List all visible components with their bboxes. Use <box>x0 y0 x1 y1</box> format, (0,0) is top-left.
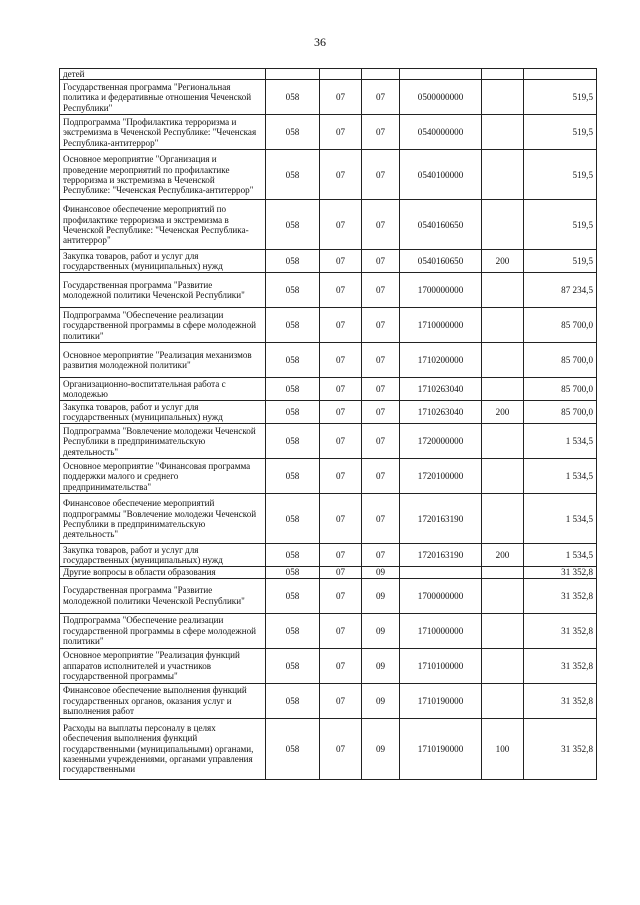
row-code-cell: 058 <box>266 578 320 613</box>
row-name-cell: Финансовое обеспечение мероприятий по профилактике терроризма и экстремизма в Чеченской Республике: "Чеченская Республика-антитеррор" <box>60 200 266 250</box>
row-target-cell: 0540100000 <box>400 150 482 200</box>
row-type-cell <box>482 424 524 459</box>
row-code-cell: 058 <box>266 718 320 779</box>
row-section-cell: 07 <box>320 378 362 401</box>
row-type-cell <box>482 115 524 150</box>
row-section-cell: 07 <box>320 308 362 343</box>
row-subsection-cell: 09 <box>362 567 400 578</box>
row-type-cell: 200 <box>482 250 524 273</box>
table-row <box>60 150 597 200</box>
row-name-cell: Финансовое обеспечение мероприятий подпрограммы "Вовлечение молодежи Чеченской Республики в предпринимательскую деятельность" <box>60 494 266 544</box>
table-row <box>60 80 597 115</box>
row-code-cell: 058 <box>266 567 320 578</box>
table-row <box>60 567 597 578</box>
row-name-cell: Подпрограмма "Обеспечение реализации государственной программы в сфере молодежной политики" <box>60 613 266 648</box>
row-amount-cell: 85 700,0 <box>524 343 597 378</box>
row-target-cell: 0500000000 <box>400 80 482 115</box>
table-row <box>60 613 597 648</box>
table-row <box>60 115 597 150</box>
row-section-cell: 07 <box>320 150 362 200</box>
row-section-cell: 07 <box>320 343 362 378</box>
row-code-cell: 058 <box>266 273 320 308</box>
row-subsection-cell: 07 <box>362 115 400 150</box>
row-type-cell: 200 <box>482 401 524 424</box>
row-type-cell <box>482 273 524 308</box>
row-type-cell <box>482 613 524 648</box>
row-amount-cell: 87 234,5 <box>524 273 597 308</box>
row-section-cell: 07 <box>320 718 362 779</box>
row-subsection-cell: 07 <box>362 150 400 200</box>
row-section-cell: 07 <box>320 459 362 494</box>
row-subsection-cell: 07 <box>362 401 400 424</box>
row-code-cell: 058 <box>266 308 320 343</box>
row-name-cell: Организационно-воспитательная работа с молодежью <box>60 378 266 401</box>
row-target-cell: 1710190000 <box>400 718 482 779</box>
row-target-cell: 1710200000 <box>400 343 482 378</box>
row-name-cell: Основное мероприятие "Реализация функций аппаратов исполнителей и участников государственной программы" <box>60 648 266 683</box>
row-section-cell: 07 <box>320 250 362 273</box>
row-subsection-cell: 09 <box>362 613 400 648</box>
row-amount-cell: 85 700,0 <box>524 308 597 343</box>
row-type-cell <box>482 648 524 683</box>
row-section-cell <box>320 69 362 80</box>
row-name-cell: Закупка товаров, работ и услуг для государственных (муниципальных) нужд <box>60 401 266 424</box>
row-target-cell: 1710000000 <box>400 308 482 343</box>
table-row <box>60 494 597 544</box>
page-number: 36 <box>314 35 326 49</box>
row-target-cell: 1720163190 <box>400 494 482 544</box>
row-code-cell: 058 <box>266 459 320 494</box>
row-subsection-cell: 07 <box>362 343 400 378</box>
row-code-cell: 058 <box>266 683 320 718</box>
row-target-cell: 1710190000 <box>400 683 482 718</box>
row-code-cell: 058 <box>266 378 320 401</box>
row-target-cell: 1700000000 <box>400 273 482 308</box>
row-target-cell: 1720163190 <box>400 544 482 567</box>
row-type-cell <box>482 69 524 80</box>
row-name-cell: детей <box>60 69 266 80</box>
row-name-cell: Другие вопросы в области образования <box>60 567 266 578</box>
row-amount-cell: 31 352,8 <box>524 578 597 613</box>
row-subsection-cell: 07 <box>362 378 400 401</box>
row-target-cell <box>400 69 482 80</box>
row-code-cell: 058 <box>266 250 320 273</box>
row-target-cell: 0540160650 <box>400 200 482 250</box>
row-section-cell: 07 <box>320 613 362 648</box>
row-subsection-cell: 07 <box>362 273 400 308</box>
row-type-cell: 100 <box>482 718 524 779</box>
row-amount-cell: 519,5 <box>524 150 597 200</box>
row-code-cell <box>266 69 320 80</box>
table-row <box>60 578 597 613</box>
row-name-cell: Закупка товаров, работ и услуг для государственных (муниципальных) нужд <box>60 250 266 273</box>
row-section-cell: 07 <box>320 648 362 683</box>
row-target-cell: 1700000000 <box>400 578 482 613</box>
row-target-cell: 1710100000 <box>400 648 482 683</box>
budget-table-body <box>60 69 597 780</box>
row-name-cell: Расходы на выплаты персоналу в целях обеспечения выполнения функций государственными (муниципальными) органами, казенными учреждениями, органами управления государственными <box>60 718 266 779</box>
row-amount-cell: 1 534,5 <box>524 544 597 567</box>
row-name-cell: Подпрограмма "Вовлечение молодежи Чеченской Республики в предпринимательскую деятельность" <box>60 424 266 459</box>
row-amount-cell: 1 534,5 <box>524 424 597 459</box>
table-row <box>60 69 597 80</box>
row-subsection-cell <box>362 69 400 80</box>
row-target-cell: 1720000000 <box>400 424 482 459</box>
table-row <box>60 648 597 683</box>
row-amount-cell: 85 700,0 <box>524 378 597 401</box>
table-row <box>60 308 597 343</box>
row-amount-cell: 85 700,0 <box>524 401 597 424</box>
row-section-cell: 07 <box>320 494 362 544</box>
row-amount-cell <box>524 69 597 80</box>
row-subsection-cell: 07 <box>362 424 400 459</box>
row-target-cell: 1720100000 <box>400 459 482 494</box>
row-amount-cell: 31 352,8 <box>524 613 597 648</box>
row-subsection-cell: 09 <box>362 648 400 683</box>
row-type-cell <box>482 567 524 578</box>
row-amount-cell: 519,5 <box>524 250 597 273</box>
row-type-cell <box>482 308 524 343</box>
row-code-cell: 058 <box>266 115 320 150</box>
row-name-cell: Основное мероприятие "Организация и проведение мероприятий по профилактике терроризма и экстремизма в Чеченской Республике: "Чеченская Республика-антитеррор" <box>60 150 266 200</box>
row-name-cell: Государственная программа "Развитие молодежной политики Чеченской Республики" <box>60 273 266 308</box>
row-subsection-cell: 07 <box>362 308 400 343</box>
row-section-cell: 07 <box>320 683 362 718</box>
row-code-cell: 058 <box>266 401 320 424</box>
row-type-cell <box>482 378 524 401</box>
budget-table <box>59 68 597 780</box>
row-code-cell: 058 <box>266 343 320 378</box>
row-section-cell: 07 <box>320 424 362 459</box>
row-type-cell <box>482 578 524 613</box>
row-code-cell: 058 <box>266 544 320 567</box>
row-amount-cell: 1 534,5 <box>524 494 597 544</box>
row-amount-cell: 31 352,8 <box>524 683 597 718</box>
row-type-cell <box>482 200 524 250</box>
row-section-cell: 07 <box>320 578 362 613</box>
row-amount-cell: 519,5 <box>524 80 597 115</box>
table-row <box>60 401 597 424</box>
row-type-cell <box>482 343 524 378</box>
row-subsection-cell: 07 <box>362 494 400 544</box>
row-section-cell: 07 <box>320 401 362 424</box>
table-row <box>60 378 597 401</box>
row-target-cell: 0540000000 <box>400 115 482 150</box>
row-name-cell: Подпрограмма "Профилактика терроризма и экстремизма в Чеченской Республике: "Чеченская Республика-антитеррор" <box>60 115 266 150</box>
row-target-cell: 0540160650 <box>400 250 482 273</box>
table-row <box>60 343 597 378</box>
row-subsection-cell: 07 <box>362 544 400 567</box>
row-code-cell: 058 <box>266 424 320 459</box>
row-type-cell <box>482 150 524 200</box>
row-subsection-cell: 09 <box>362 718 400 779</box>
row-type-cell <box>482 683 524 718</box>
row-target-cell <box>400 567 482 578</box>
row-target-cell: 1710263040 <box>400 401 482 424</box>
row-code-cell: 058 <box>266 150 320 200</box>
row-code-cell: 058 <box>266 648 320 683</box>
row-code-cell: 058 <box>266 494 320 544</box>
row-subsection-cell: 09 <box>362 683 400 718</box>
table-row <box>60 459 597 494</box>
row-section-cell: 07 <box>320 80 362 115</box>
row-amount-cell: 31 352,8 <box>524 567 597 578</box>
row-amount-cell: 1 534,5 <box>524 459 597 494</box>
table-row <box>60 273 597 308</box>
row-code-cell: 058 <box>266 80 320 115</box>
row-type-cell: 200 <box>482 544 524 567</box>
row-amount-cell: 31 352,8 <box>524 648 597 683</box>
row-type-cell <box>482 80 524 115</box>
row-subsection-cell: 07 <box>362 459 400 494</box>
row-type-cell <box>482 494 524 544</box>
row-code-cell: 058 <box>266 613 320 648</box>
row-section-cell: 07 <box>320 200 362 250</box>
row-name-cell: Государственная программа "Развитие молодежной политики Чеченской Республики" <box>60 578 266 613</box>
row-type-cell <box>482 459 524 494</box>
row-section-cell: 07 <box>320 115 362 150</box>
row-subsection-cell: 09 <box>362 578 400 613</box>
table-row <box>60 250 597 273</box>
row-name-cell: Подпрограмма "Обеспечение реализации государственной программы в сфере молодежной политики" <box>60 308 266 343</box>
row-subsection-cell: 07 <box>362 200 400 250</box>
table-row <box>60 683 597 718</box>
table-row <box>60 200 597 250</box>
row-name-cell: Основное мероприятие "Реализация механизмов развития молодежной политики" <box>60 343 266 378</box>
row-target-cell: 1710263040 <box>400 378 482 401</box>
row-target-cell: 1710000000 <box>400 613 482 648</box>
row-name-cell: Государственная программа "Региональная политика и федеративные отношения Чеченской Республики" <box>60 80 266 115</box>
row-amount-cell: 31 352,8 <box>524 718 597 779</box>
row-code-cell: 058 <box>266 200 320 250</box>
table-row <box>60 718 597 779</box>
row-section-cell: 07 <box>320 567 362 578</box>
row-section-cell: 07 <box>320 544 362 567</box>
row-amount-cell: 519,5 <box>524 115 597 150</box>
row-subsection-cell: 07 <box>362 250 400 273</box>
row-name-cell: Финансовое обеспечение выполнения функций государственных органов, оказания услуг и выполнения работ <box>60 683 266 718</box>
row-amount-cell: 519,5 <box>524 200 597 250</box>
table-row <box>60 544 597 567</box>
table-row <box>60 424 597 459</box>
row-name-cell: Закупка товаров, работ и услуг для государственных (муниципальных) нужд <box>60 544 266 567</box>
row-name-cell: Основное мероприятие "Финансовая программа поддержки малого и среднего предпринимательства" <box>60 459 266 494</box>
row-section-cell: 07 <box>320 273 362 308</box>
row-subsection-cell: 07 <box>362 80 400 115</box>
